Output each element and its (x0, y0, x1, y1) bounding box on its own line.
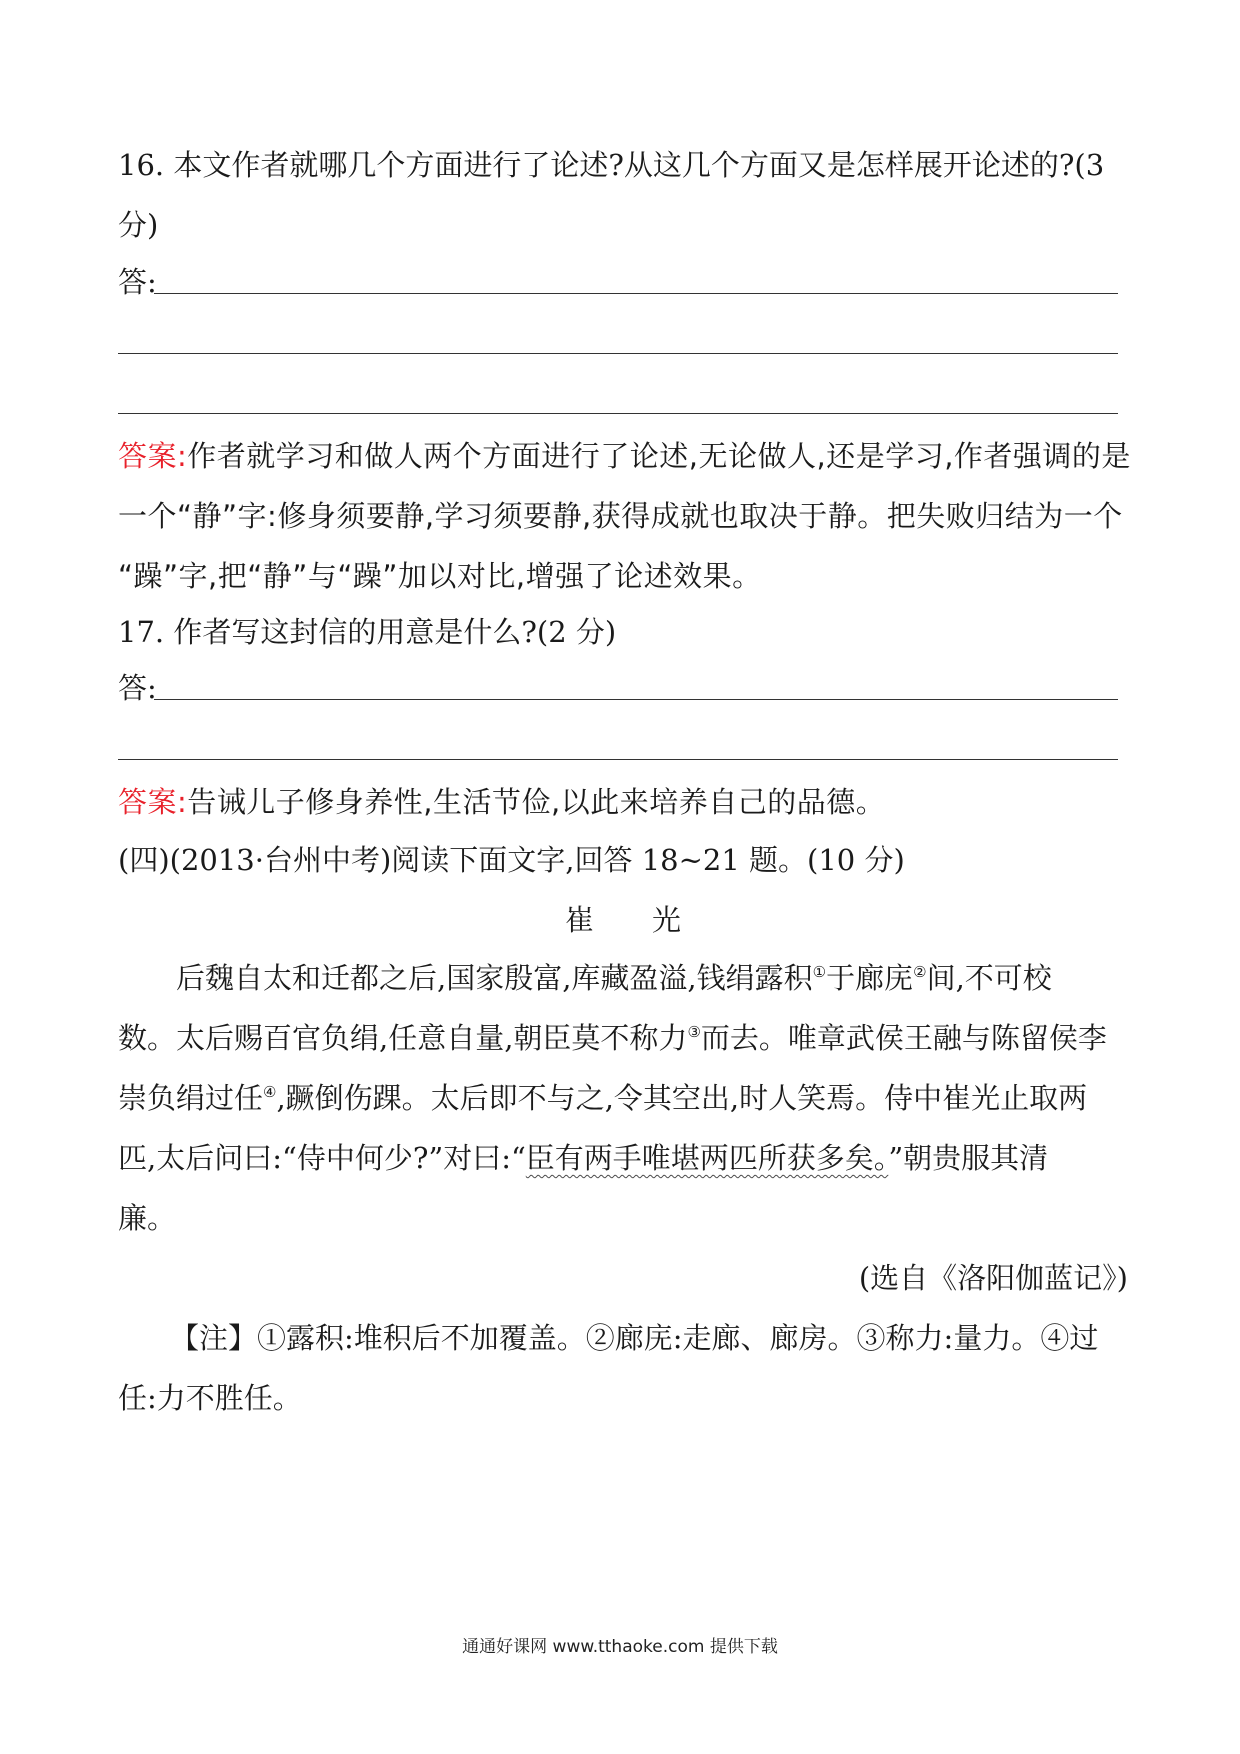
q17-answer-key (118, 782, 1128, 822)
answer-key-label: 答案: (118, 439, 188, 473)
answer-label: 答: (118, 671, 157, 705)
q16-answer-line-1[interactable] (118, 262, 1118, 302)
answer-rule (154, 293, 1118, 294)
footnote-ref-1: ① (812, 963, 827, 981)
wavy-underlined-sentence: 臣有两手唯堪两匹所获多矣。 (525, 1141, 889, 1175)
q17-answer-line-1[interactable] (118, 668, 1118, 708)
q16-answer-line-3[interactable] (118, 382, 1118, 422)
answer-key-text: 告诫儿子修身养性,生活节俭,以此来培养自己的品德。 (187, 785, 886, 819)
notes-line-1: 【注】①露积:堆积后不加覆盖。②廊庑:走廊、廊房。③称力:量力。④过 (170, 1321, 1099, 1355)
passage-line-1: 后魏自太和迁都之后,国家殷富,库藏盈溢,钱绢露积①于廊庑②间,不可校 (176, 961, 1052, 995)
passage-line-3: 崇负绢过任④,蹶倒伤踝。太后即不与之,令其空出,时人笑焉。侍中崔光止取两 (118, 1081, 1088, 1115)
passage-line-4: 匹,太后问曰:“侍中何少?”对曰:“臣有两手唯堪两匹所获多矣。”朝贵服其清 (118, 1141, 1049, 1175)
q16-answer-key-3: “躁”字,把“静”与“躁”加以对比,增强了论述效果。 (118, 559, 762, 593)
passage-line-2: 数。太后赐百官负绢,任意自量,朝臣莫不称力③而去。唯章武侯王融与陈留侯李 (118, 1021, 1107, 1055)
section4-intro: (四)(2013·台州中考)阅读下面文字,回答 18~21 题。(10 分) (118, 843, 905, 877)
answer-rule (118, 413, 1118, 414)
q16-question: 16. 本文作者就哪几个方面进行了论述?从这几个方面又是怎样展开论述的?(3 (118, 148, 1105, 182)
answer-label: 答: (118, 265, 157, 299)
q16-question-cont: 分) (118, 208, 159, 242)
q16-answer-line-2[interactable] (118, 322, 1118, 362)
q17-question: 17. 作者写这封信的用意是什么?(2 分) (118, 615, 617, 649)
footnote-ref-3: ③ (687, 1023, 701, 1041)
page-footer: 通通好课网 www.tthaoke.com 提供下载 (462, 1637, 778, 1657)
answer-key-text: 作者就学习和做人两个方面进行了论述,无论做人,还是学习,作者强调的是 (187, 439, 1131, 473)
answer-rule (118, 759, 1118, 760)
answer-rule (118, 353, 1118, 354)
passage-source: (选自《洛阳伽蓝记》) (858, 1261, 1128, 1295)
passage-line-5: 廉。 (118, 1201, 177, 1235)
passage-title: 崔 光 (564, 903, 681, 937)
notes-line-2: 任:力不胜任。 (118, 1381, 302, 1415)
q17-answer-line-2[interactable] (118, 728, 1118, 768)
footnote-ref-4: ④ (263, 1083, 277, 1101)
q16-answer-key-2: 一个“静”字:修身须要静,学习须要静,获得成就也取决于静。把失败归结为一个 (118, 499, 1123, 533)
footnote-ref-2: ② (913, 963, 927, 981)
answer-key-label: 答案: (118, 785, 188, 819)
q16-answer-key-1 (118, 436, 1131, 476)
answer-rule (154, 699, 1118, 700)
